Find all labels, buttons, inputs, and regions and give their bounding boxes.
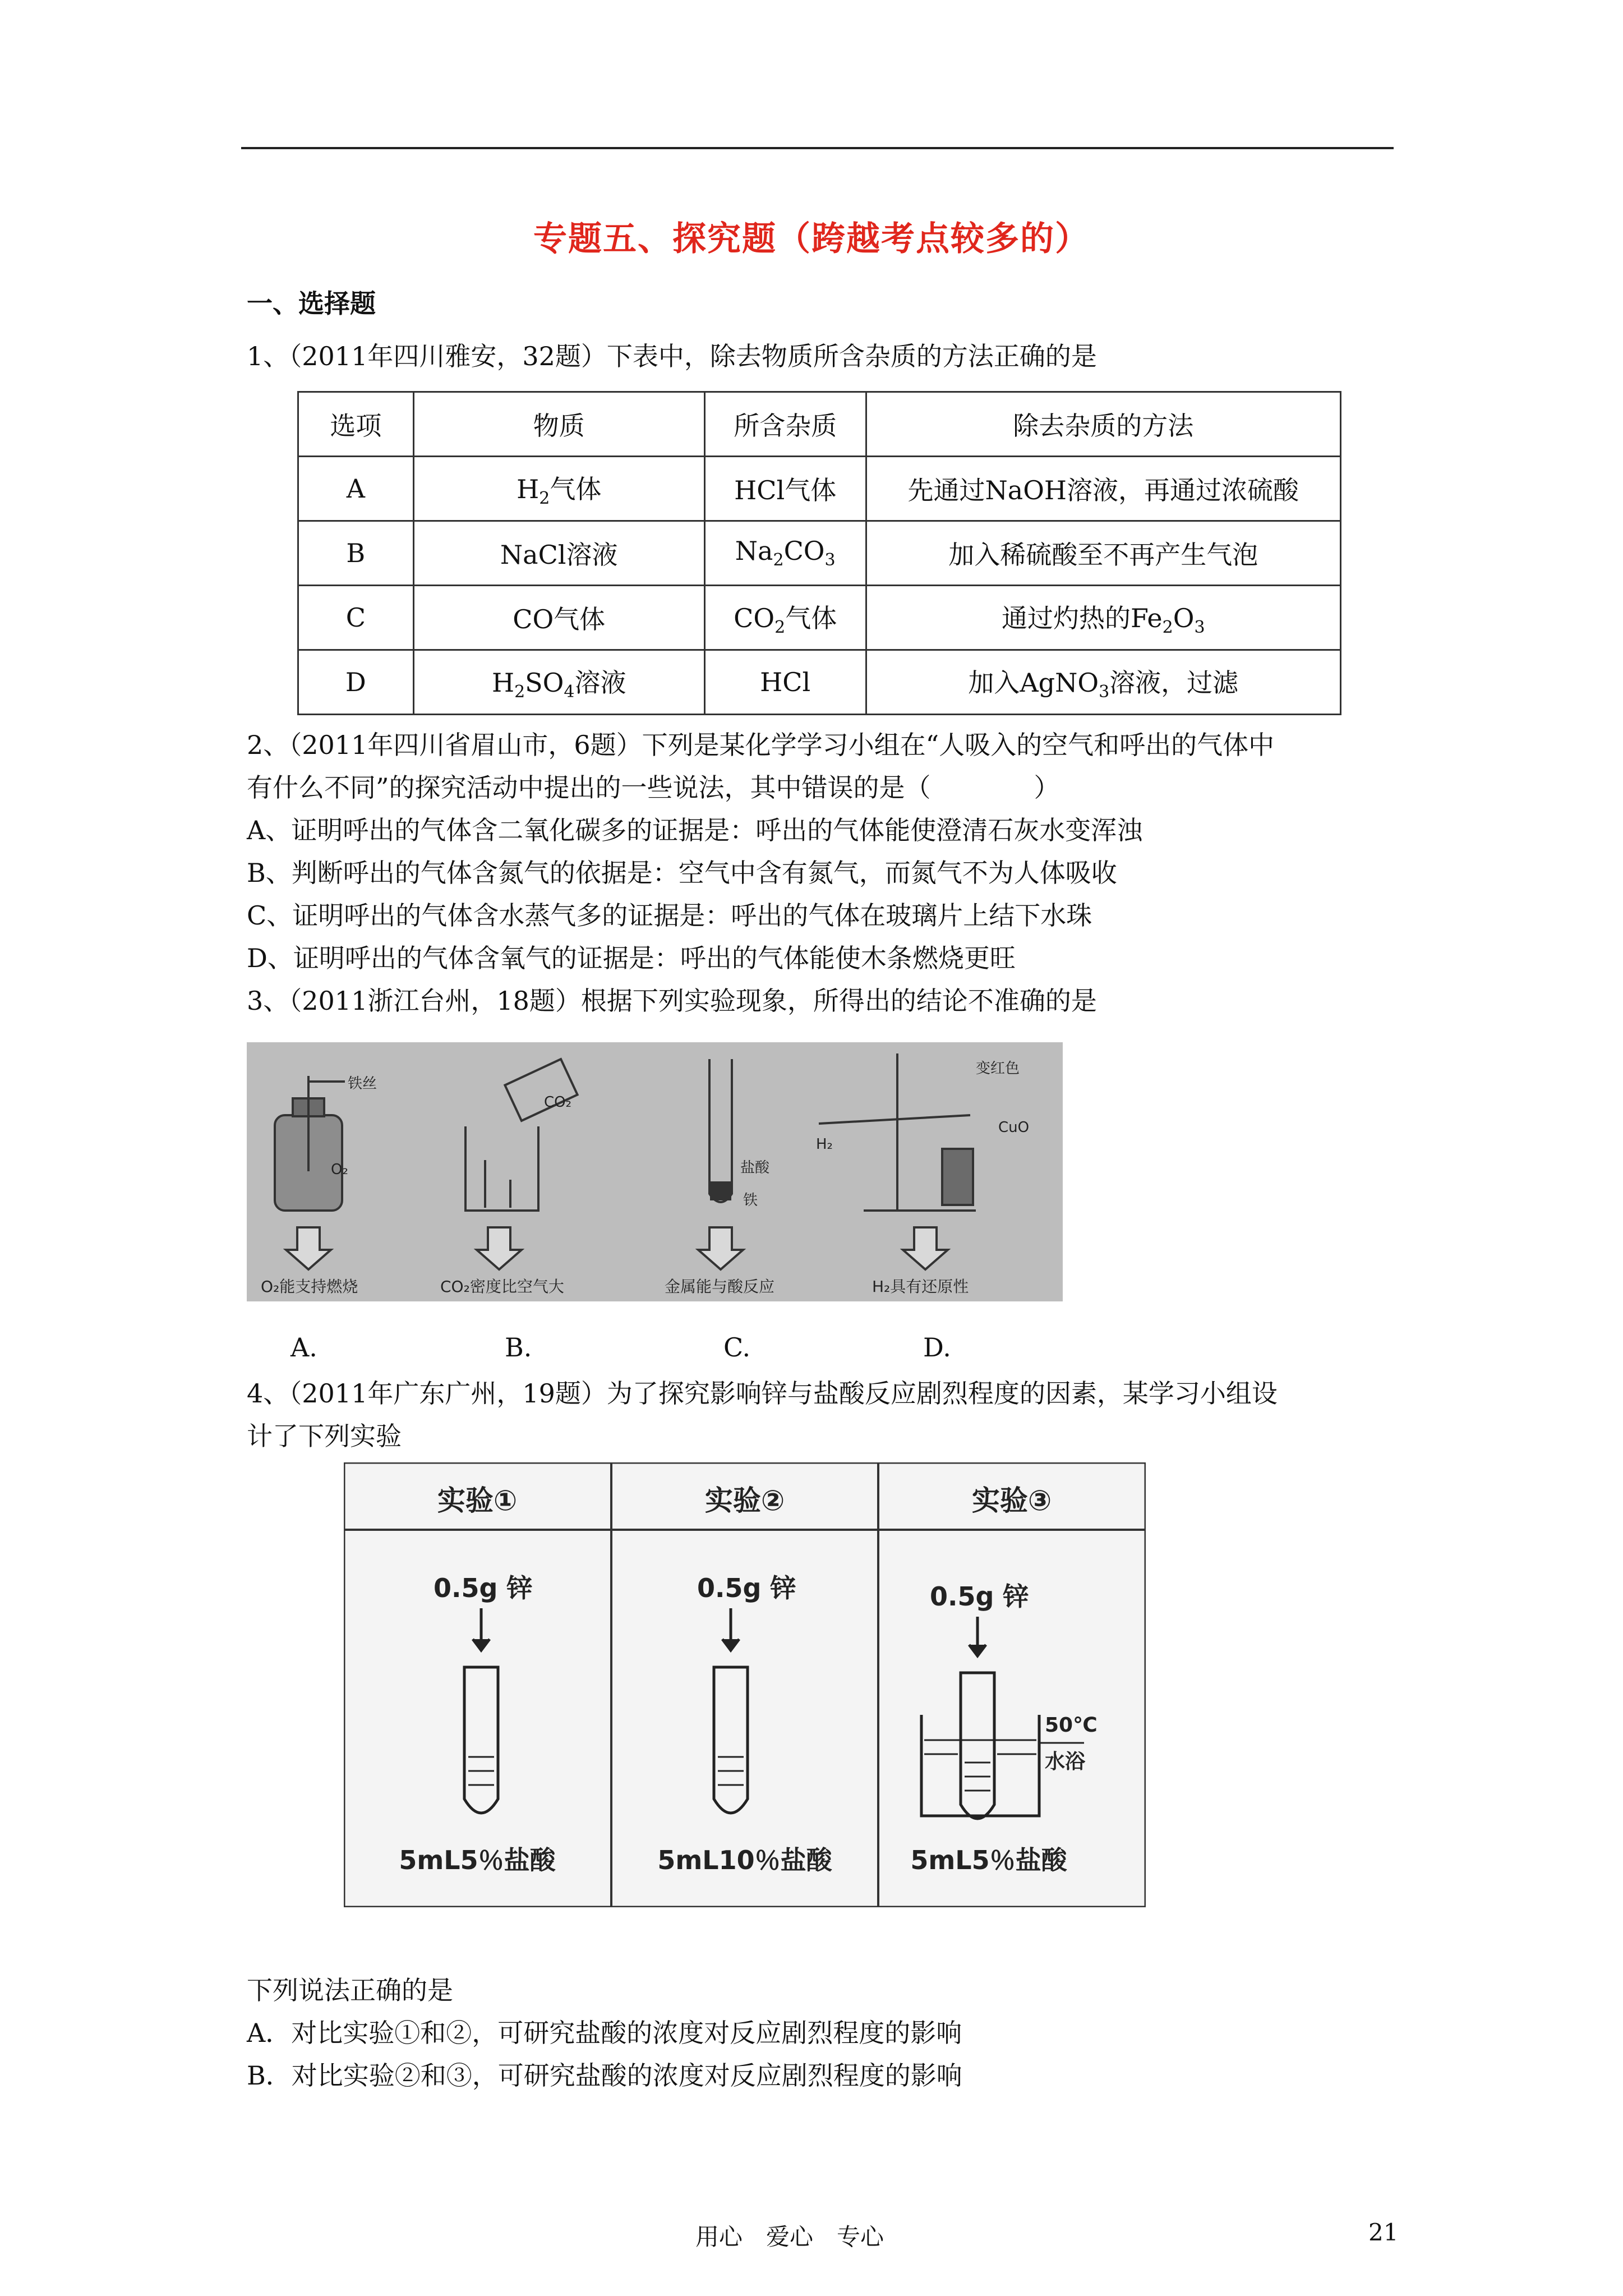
q4-prompt: 下列说法正确的是	[247, 1975, 453, 2005]
option-cell: A	[298, 457, 414, 521]
option-cell: D	[298, 650, 414, 715]
table-row	[298, 586, 1341, 650]
q2-stem-line1: 2、（2011年四川省眉山市，6题）下列是某化学学习小组在“人吸入的空气和呼出的气体中	[247, 730, 1275, 760]
q3-option-a: A.	[291, 1332, 317, 1363]
substance-cell: NaCl溶液	[413, 521, 704, 586]
method-cell: 先通过NaOH溶液，再通过浓硫酸	[866, 457, 1340, 521]
impurity-cell: $Na_2CO_3$	[704, 521, 866, 586]
substance-cell: $H_2$气体	[413, 457, 704, 521]
q4-option-b: B．对比实验②和③，可研究盐酸的浓度对反应剧烈程度的影响	[247, 2060, 962, 2091]
caption-c: 金属能与酸反应	[665, 1277, 775, 1296]
experiment-1-acid: 5mL5％盐酸	[399, 1845, 556, 1875]
method-cell: 加入AgNO$_3$溶液，过滤	[866, 650, 1340, 715]
q2-option-c: C、证明呼出的气体含水蒸气多的证据是：呼出的气体在玻璃片上结下水珠	[247, 900, 1092, 931]
experiment-2-acid: 5mL10％盐酸	[657, 1845, 832, 1875]
q3-option-b: B.	[505, 1332, 532, 1363]
header-cell: 所含杂质	[704, 392, 866, 457]
page-number: 21	[1368, 2219, 1399, 2246]
impurity-cell: $CO_2$气体	[704, 586, 866, 650]
q3-option-c: C.	[723, 1332, 751, 1363]
q2-option-b: B、判断呼出的气体含氮气的依据是：空气中含有氮气，而氮气不为人体吸收	[247, 858, 1117, 888]
option-cell: C	[298, 586, 414, 650]
header-cell: 除去杂质的方法	[866, 392, 1340, 457]
hydrochloric-acid-label: 盐酸	[740, 1159, 770, 1176]
method-cell: 通过灼热的$Fe_2O_3$	[866, 586, 1340, 650]
oxygen-label: O₂	[331, 1161, 348, 1178]
bath-temperature: 50℃	[1045, 1714, 1098, 1737]
substance-cell: $H_2SO_4$溶液	[413, 650, 704, 715]
option-cell: B	[298, 521, 414, 586]
q4-stem-line1: 4、（2011年广东广州，19题）为了探究影响锌与盐酸反应剧烈程度的因素，某学习小组设	[247, 1378, 1278, 1409]
table-row	[298, 650, 1341, 715]
q4-option-a: A．对比实验①和②，可研究盐酸的浓度对反应剧烈程度的影响	[247, 2018, 962, 2048]
header-cell: 选项	[298, 392, 414, 457]
experiment-1-reagent: 0.5g 锌	[434, 1573, 533, 1603]
q3-option-d: D.	[923, 1332, 951, 1363]
experiment-2-title: 实验②	[704, 1484, 785, 1517]
q3-stem: 3、（2011浙江台州，18题）根据下列实验现象，所得出的结论不准确的是	[247, 986, 1097, 1016]
footer-motto: 用心 爱心 专心	[695, 2223, 884, 2251]
experiment-2-reagent: 0.5g 锌	[697, 1573, 796, 1603]
iron-wire-label: 铁丝	[348, 1075, 377, 1092]
iron-label: 铁	[743, 1192, 758, 1209]
experiment-3-title: 实验③	[971, 1484, 1052, 1517]
impurity-cell: HCl气体	[704, 457, 866, 521]
caption-b: CO₂密度比空气大	[440, 1277, 564, 1296]
header-cell: 物质	[413, 392, 704, 457]
cuo-label: CuO	[998, 1119, 1030, 1136]
method-cell: 加入稀硫酸至不再产生气泡	[866, 521, 1340, 586]
experiment-3-acid: 5mL5％盐酸	[910, 1845, 1067, 1875]
turns-red-label: 变红色	[976, 1060, 1020, 1077]
header-rule	[241, 147, 1394, 149]
table-row	[298, 521, 1341, 586]
q4-experiment-figure	[344, 1462, 1146, 1907]
caption-a: O₂能支持燃烧	[261, 1277, 358, 1296]
q2-option-a: A、证明呼出的气体含二氧化碳多的证据是：呼出的气体能使澄清石灰水变浑浊	[247, 815, 1143, 845]
page-title: 专题五、探究题（跨越考点较多的）	[533, 219, 1090, 259]
q3-experiment-figure	[247, 1042, 1063, 1301]
substance-cell: CO气体	[413, 586, 704, 650]
experiment-3-reagent: 0.5g 锌	[930, 1581, 1029, 1612]
impurity-cell: HCl	[704, 650, 866, 715]
q2-option-d: D、证明呼出的气体含氧气的证据是：呼出的气体能使木条燃烧更旺	[247, 943, 1016, 973]
table-header-row	[298, 392, 1341, 457]
q4-stem-line2: 计了下列实验	[247, 1421, 402, 1451]
experiment-1-title: 实验①	[437, 1484, 518, 1517]
impurity-table	[297, 391, 1341, 715]
water-bath-label: 水浴	[1045, 1750, 1086, 1773]
q2-stem-line2: 有什么不同”的探究活动中提出的一些说法，其中错误的是（ ）	[247, 772, 1060, 803]
q1-stem: 1、（2011年四川雅安，32题）下表中，除去物质所含杂质的方法正确的是	[247, 341, 1097, 371]
caption-d: H₂具有还原性	[872, 1277, 969, 1296]
co2-label: CO₂	[544, 1094, 572, 1111]
section-heading: 一、选择题	[247, 288, 376, 319]
table-row	[298, 457, 1341, 521]
h2-label: H₂	[816, 1136, 833, 1153]
